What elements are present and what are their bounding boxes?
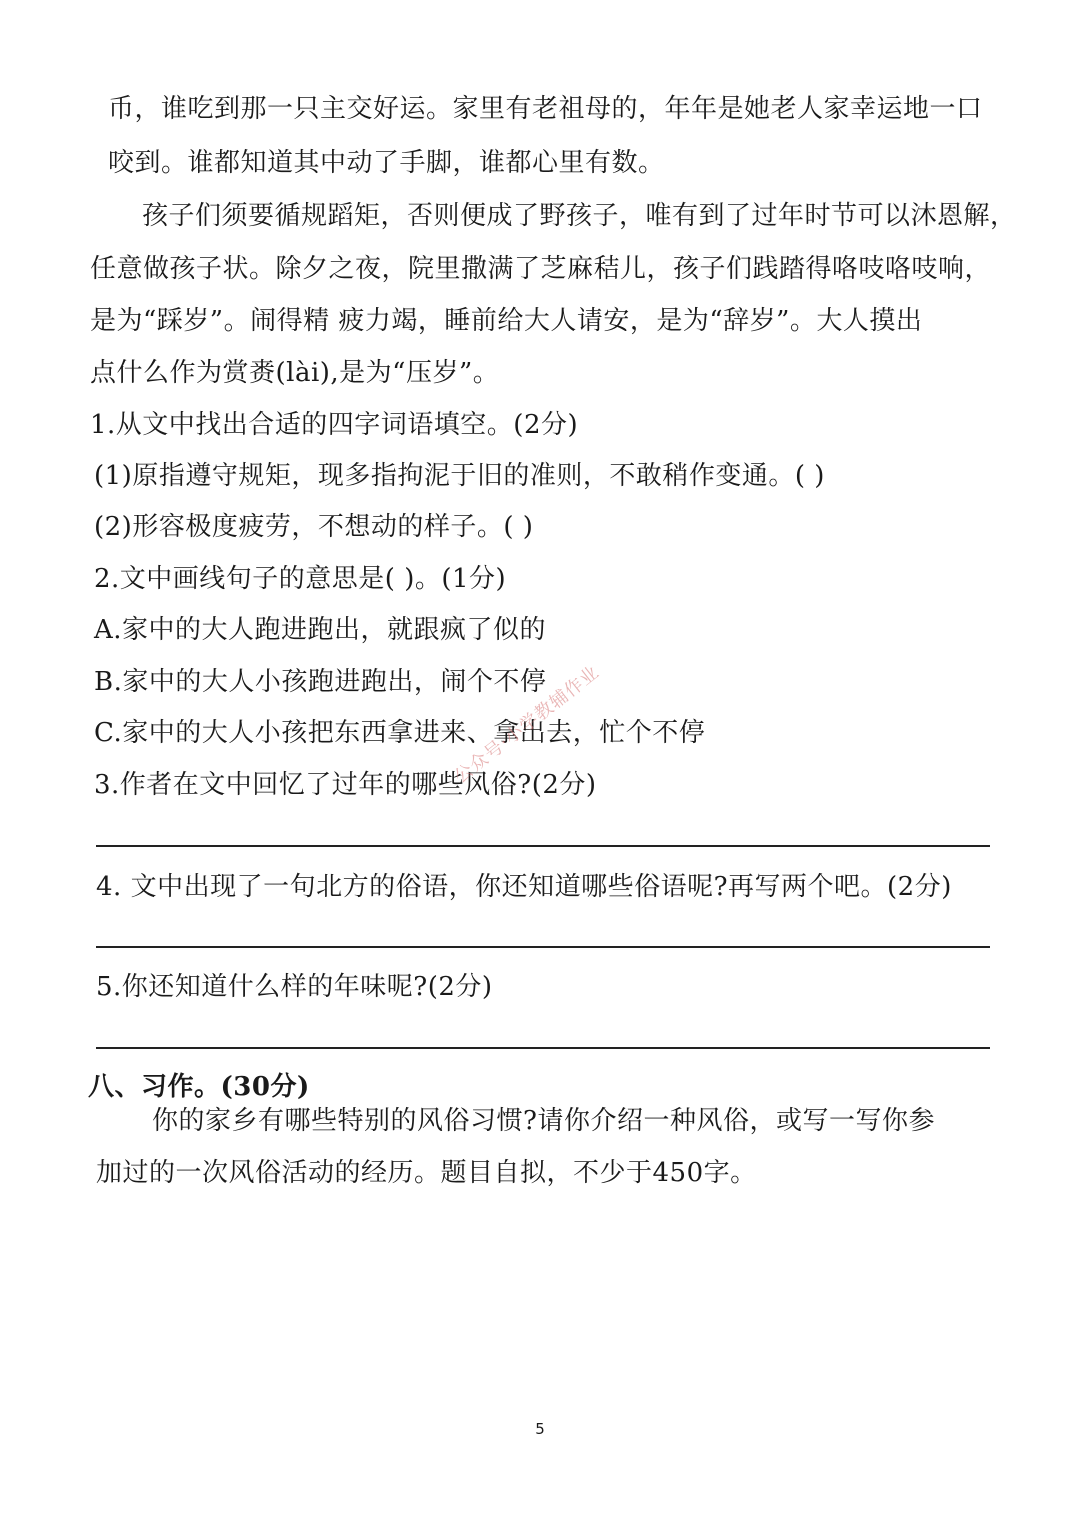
question-2: 2.文中画线句子的意思是( )。(1分) <box>94 564 507 594</box>
question-4: 4. 文中出现了一句北方的俗语，你还知道哪些俗语呢?再写两个吧。(2分) <box>96 872 952 902</box>
passage-line-3: 孩子们须要循规蹈矩，否则便成了野孩子，唯有到了过年时节可以沐恩解， <box>142 201 1017 231</box>
composition-title: 八、习作。(30分) <box>88 1072 310 1102</box>
question-2-option-c: C.家中的大人小孩把东西拿进来、拿出去，忙个不停 <box>94 718 706 748</box>
passage-line-1: 币，谁吃到那一只主交好运。家里有老祖母的，年年是她老人家幸运地一口 <box>108 94 983 124</box>
question-2-option-a: A.家中的大人跑进跑出，就跟疯了似的 <box>94 615 547 645</box>
question-5: 5.你还知道什么样的年味呢?(2分) <box>96 972 493 1002</box>
answer-line-q4 <box>96 946 990 948</box>
question-1: 1.从文中找出合适的四字词语填空。(2分) <box>90 410 579 440</box>
question-2-option-b: B.家中的大人小孩跑进跑出，闹个不停 <box>94 667 547 697</box>
passage-line-5: 是为“踩岁”。闹得精 疲力竭，睡前给大人请安，是为“辞岁”。大人摸出 <box>90 306 923 336</box>
page-number: 5 <box>535 1420 545 1438</box>
passage-line-2: 咬到。谁都知道其中动了手脚，谁都心里有数。 <box>108 148 665 178</box>
passage-line-4: 任意做孩子状。除夕之夜，院里撒满了芝麻秸儿，孩子们践踏得咯吱咯吱响， <box>90 254 992 284</box>
passage-line-6: 点什么作为赏赉(lài),是为“压岁”。 <box>90 358 500 388</box>
composition-prompt-line-2: 加过的一次风俗活动的经历。题目自拟，不少于450字。 <box>96 1158 757 1188</box>
question-3: 3.作者在文中回忆了过年的哪些风俗?(2分) <box>94 770 597 800</box>
answer-line-q3 <box>96 845 990 847</box>
answer-line-q5 <box>96 1047 990 1049</box>
question-1-part-2: (2)形容极度疲劳，不想动的样子。( ) <box>94 512 534 542</box>
composition-prompt-line-1: 你的家乡有哪些特别的风俗习惯?请你介绍一种风俗，或写一写你参 <box>152 1106 935 1136</box>
watermark-text: 公众号·小学教辅作业 <box>450 661 604 788</box>
question-1-part-1: (1)原指遵守规矩，现多指拘泥于旧的准则，不敢稍作变通。( ) <box>94 461 825 491</box>
